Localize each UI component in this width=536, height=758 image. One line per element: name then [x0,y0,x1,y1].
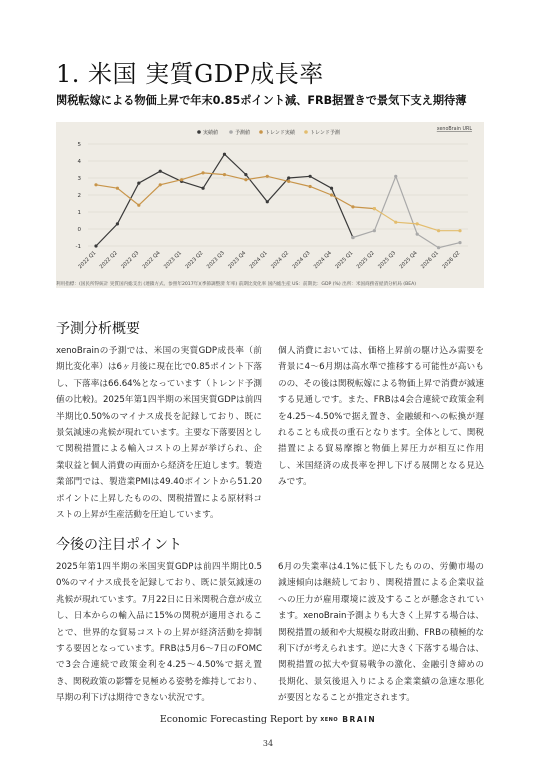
y-tick-label: -1 [75,244,81,250]
outlook-heading: 今後の注目ポイント [56,537,182,553]
legend-marker [229,130,233,134]
data-point [458,241,461,244]
data-point [266,175,269,178]
x-tick-label: 2024 Q2 [270,250,291,271]
page-subtitle: 関税転嫁による物価上昇で年末0.85ポイント減、FRB据置きで景気下支え期待薄 [56,94,467,107]
data-point [137,204,140,207]
x-tick-label: 2022 Q1 [77,250,98,271]
page-number: 34 [262,739,274,748]
x-tick-label: 2025 Q4 [398,250,419,271]
outlook-right-text: 6月の失業率は4.1%に低下したものの、労働市場の減速傾向は継続しており、関税措置による企業収益への圧力が雇用環境に波及することが懸念されています。xenoBrain予測よりも大きく上昇する場合は、関税措置の緩和や大規模な財政出動、FRBの積極的な利下げが考えられます。逆に大きく下落する場合は、関税措置の拡大や貿易戦争の激化、金融引き締めの長期化、景気後退入りによる企業業績の急速な悪化が要因となることが推定されます。 [278,562,484,704]
data-point [437,229,440,232]
legend-marker [259,130,263,134]
data-point [287,180,290,183]
series-line [96,154,353,246]
data-point [201,187,204,190]
legend-label: トレンド予測 [310,130,340,136]
data-point [116,187,119,190]
data-point [394,221,397,224]
x-tick-label: 2024 Q4 [312,250,333,271]
data-point [137,182,140,185]
x-tick-label: 2026 Q1 [420,250,441,271]
outlook-left-text: 2025年第1四半期の米国実質GDPは前四半期比0.50%のマイナス成長を記録しており、既に景気減速の兆候が現れています。7月22日に日米関税合意が成立し、日本からの輸入品に15%の関税が適用されることで、世界的な貿易コストの上昇が経済活動を抑制する要因となっています。FRBは5月6〜7日のFOMCで3会合連続で政策金利を4.25〜4.50%で据え置き、関税政策の影響を見極める姿勢を維持しており、早期の利下げは期待できない状況です。 [56,562,262,704]
legend-label: トレンド実績 [265,130,295,136]
data-point [159,183,162,186]
data-point [94,183,97,186]
footer-brand-logo [320,715,376,724]
y-tick-label: 3 [77,176,81,182]
data-point [223,153,226,156]
data-point [437,246,440,249]
x-tick-label: 2025 Q2 [355,250,376,271]
footer-brand-small: XENO [320,717,339,723]
data-point [309,185,312,188]
x-tick-label: 2023 Q2 [184,250,205,271]
x-tick-label: 2022 Q3 [120,250,141,271]
y-tick-label: 0 [77,227,81,233]
data-point [201,171,204,174]
footer-brand: BRAIN [342,715,377,724]
legend-marker [304,130,308,134]
data-point [330,187,333,190]
page-title: 1. 米国 実質GDP成長率 [56,60,324,88]
data-point [223,173,226,176]
footer-text: Economic Forecasting Report by [159,714,318,725]
x-tick-label: 2025 Q1 [334,250,355,271]
data-point [244,178,247,181]
legend-label: 予測値 [235,130,251,136]
footer [0,714,536,725]
data-point [351,205,354,208]
analysis-left-text: xenoBrainの予測では、米国の実質GDP成長率（前期比変化率）は6ヶ月後に現在比で0.85ポイント下落し、下落率は66.64%となっています（トレンド予測値の比較)。2025年第1四半期の米国実質GDPは前四半期比0.50%のマイナス成長を記録しており、既に景気減速の兆候が現れています。主要な下落要因として関税措置による輸入コストの上昇が挙げられ、企業収益と個人消費の両面から経済を圧迫します。製造業部門では、製造業PMIは49.40ポイントから51.20ポイントに上昇したものの、関税措置による原材料コストの上昇が生産活動を圧迫しています。 [56,346,262,521]
x-tick-label: 2023 Q3 [205,250,226,271]
data-point [244,173,247,176]
x-tick-label: 2023 Q1 [163,250,184,271]
x-tick-label: 2023 Q4 [227,250,248,271]
chart-brand-label: xenoBrain URL [436,127,472,132]
data-point [309,175,312,178]
x-tick-label: 2026 Q2 [441,250,462,271]
analysis-heading: 予測分析概要 [56,321,140,337]
data-point [266,200,269,203]
gdp-chart-svg [56,122,484,288]
y-tick-label: 4 [77,159,81,165]
gdp-chart [56,122,484,288]
chart-source-note: 利用指標：(国民所得統計 実質国内総支出 (連鎖方式、参照年2017年)(季節調整済 年率) 前期比変化率 国内総生産 US：前期比：GDP (%) 出所：米国商務省経済分析局 (BEA) [56,282,417,287]
data-point [116,222,119,225]
y-tick-label: 5 [77,142,81,148]
data-point [180,178,183,181]
data-point [159,170,162,173]
data-point [330,193,333,196]
data-point [394,175,397,178]
data-point [94,244,97,247]
x-tick-label: 2024 Q3 [291,250,312,271]
legend-label: 実績値 [203,130,219,136]
data-point [373,229,376,232]
y-tick-label: 2 [77,193,81,199]
data-point [458,229,461,232]
data-point [416,233,419,236]
y-tick-label: 1 [77,210,81,216]
legend-marker [197,130,201,134]
analysis-right-text: 個人消費においては、価格上昇前の駆け込み需要を背景に4〜6月期は高水準で推移する可能性が高いものの、その後は関税転嫁による物価上昇で消費が減速する見通しです。また、FRBは4会合連続で政策金利を4.25〜4.50%で据え置き、金融緩和への転換が遅れることも成長の重石となります。全体として、関税措置による貿易摩擦と物価上昇圧力が相互に作用し、米国経済の成長率を押し下げる展開となる見込みです。 [278,346,484,488]
x-tick-label: 2024 Q1 [248,250,269,271]
x-tick-label: 2025 Q3 [377,250,398,271]
data-point [351,236,354,239]
data-point [287,176,290,179]
x-tick-label: 2022 Q2 [98,250,119,271]
data-point [373,207,376,210]
x-tick-label: 2022 Q4 [141,250,162,271]
data-point [416,222,419,225]
